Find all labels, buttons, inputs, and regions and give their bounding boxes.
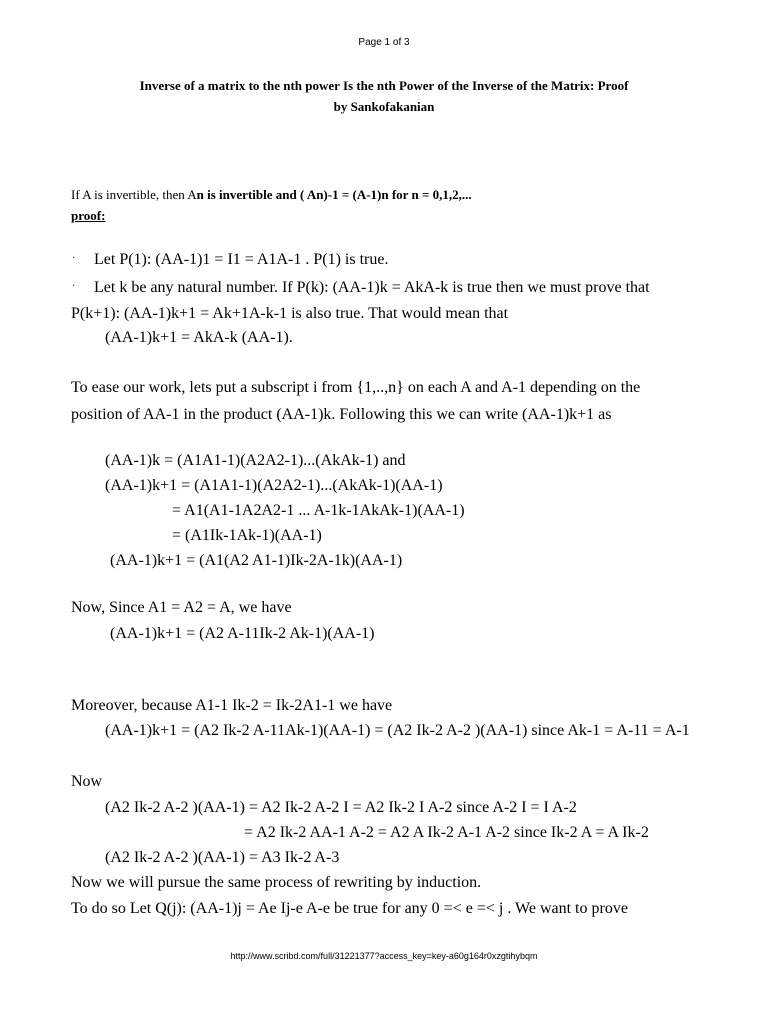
footer-url: http://www.scribd.com/full/31221377?access_key=key-a60g164r0xzgtihybqm xyxy=(230,951,538,961)
bullet-marker: · xyxy=(72,253,76,264)
proof-line-8: Moreover, because A1-1 Ik-2 = Ik-2A1-1 we have xyxy=(71,697,393,714)
proof-line-1: Let P(1): (AA-1)1 = I1 = A1A-1 . P(1) is true. xyxy=(94,251,389,268)
theorem-statement xyxy=(71,185,472,205)
equation-line-1: (AA-1)k = (A1A1-1)(A2A2-1)...(AkAk-1) and xyxy=(105,452,406,469)
proof-line-11: To do so Let Q(j): (AA-1)j = Ae Ij-e A-e be true for any 0 =< e =< j . We want to prove xyxy=(71,900,628,917)
document-author: by Sankofakanian xyxy=(333,99,435,114)
equation-line-4: = (A1Ik-1Ak-1)(AA-1) xyxy=(172,527,322,544)
equation-line-10: (A2 Ik-2 A-2 )(AA-1) = A3 Ik-2 A-3 xyxy=(105,849,340,866)
proof-line-3: P(k+1): (AA-1)k+1 = Ak+1A-k-1 is also true. That would mean that xyxy=(71,305,509,322)
equation-line-2: (AA-1)k+1 = (A1A1-1)(A2A2-1)...(AkAk-1)(AA-1) xyxy=(105,477,443,494)
bullet-marker: · xyxy=(72,281,76,292)
document-title: Inverse of a matrix to the nth power Is the nth Power of the Inverse of the Matrix: Proof xyxy=(139,78,629,93)
equation-line-3: = A1(A1-1A2A2-1 ... A-1k-1AkAk-1)(AA-1) xyxy=(172,502,465,519)
page-number-header: Page 1 of 3 xyxy=(358,37,410,48)
proof-label: proof: xyxy=(71,208,106,223)
theorem-prefix: If A is invertible, then A xyxy=(71,187,197,202)
proof-line-10: Now we will pursue the same process of rewriting by induction. xyxy=(71,874,482,891)
proof-line-6: position of AA-1 in the product (AA-1)k. Following this we can write (AA-1)k+1 as xyxy=(71,406,612,423)
proof-line-4: (AA-1)k+1 = AkA-k (AA-1). xyxy=(105,329,293,346)
equation-line-8: (A2 Ik-2 A-2 )(AA-1) = A2 Ik-2 A-2 I = A2 Ik-2 I A-2 since A-2 I = I A-2 xyxy=(105,799,577,816)
equation-line-7: (AA-1)k+1 = (A2 Ik-2 A-11Ak-1)(AA-1) = (A2 Ik-2 A-2 )(AA-1) since Ak-1 = A-11 = A-1 xyxy=(105,722,690,739)
proof-line-5: To ease our work, lets put a subscript i from {1,..,n} on each A and A-1 depending on the xyxy=(71,379,641,396)
theorem-rest: n is invertible and ( An)-1 = (A-1)n for n = 0,1,2,... xyxy=(196,187,472,202)
equation-line-9: = A2 Ik-2 AA-1 A-2 = A2 A Ik-2 A-1 A-2 since Ik-2 A = A Ik-2 xyxy=(244,824,649,841)
proof-line-2: Let k be any natural number. If P(k): (AA-1)k = AkA-k is true then we must prove that xyxy=(94,279,650,296)
equation-line-5: (AA-1)k+1 = (A1(A2 A1-1)Ik-2A-1k)(AA-1) xyxy=(110,552,403,569)
proof-line-9: Now xyxy=(71,773,103,790)
equation-line-6: (AA-1)k+1 = (A2 A-11Ik-2 Ak-1)(AA-1) xyxy=(110,625,375,642)
proof-line-7: Now, Since A1 = A2 = A, we have xyxy=(71,599,292,616)
